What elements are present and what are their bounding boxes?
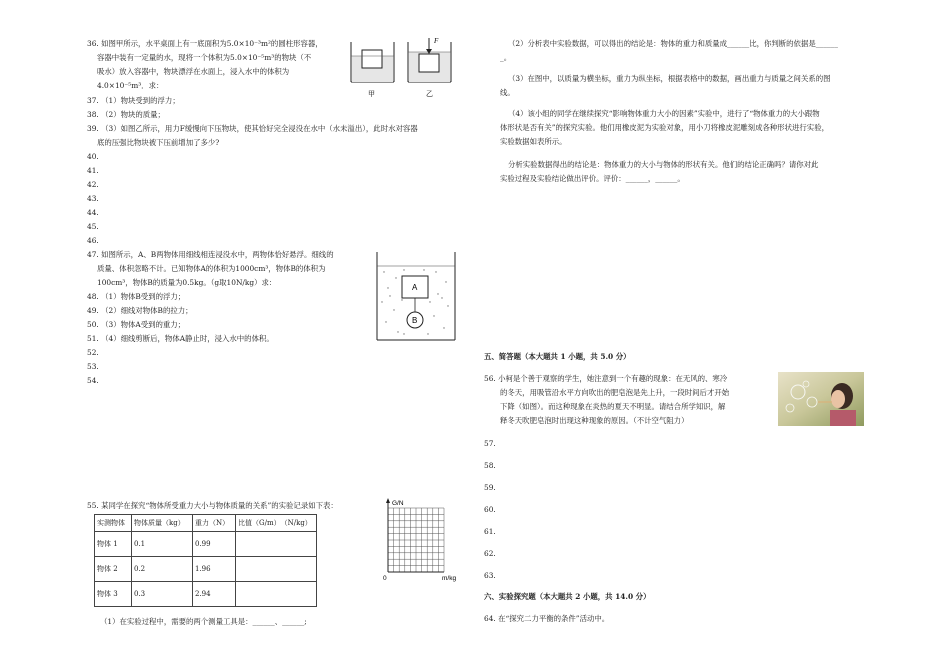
q36-line2: 容器中装有一定量的水，现将一个体积为5.0×10⁻⁵m³的物块（不: [97, 53, 312, 62]
table-cell: 0.3: [132, 582, 193, 607]
blank-44: 44.: [87, 208, 99, 217]
q64: 64. 在“探究二力平衡的条件”活动中。: [484, 614, 610, 623]
table-cell: 0.1: [132, 532, 193, 557]
table-cell: [236, 532, 317, 557]
q51: 51. （4）细线剪断后，物体A静止时，浸入水中的体积。: [87, 334, 274, 343]
q55-4-line3: 实验数据如表所示。: [500, 137, 567, 146]
blank-58: 58.: [484, 461, 496, 470]
table-header: 物体质量（kg）: [132, 515, 193, 532]
blank-42: 42.: [87, 180, 99, 189]
container-jia: [351, 42, 394, 82]
table-cell: 物体 2: [95, 557, 132, 582]
q55-1: （1）在实验过程中，需要的两个测量工具是：______、______;: [100, 617, 307, 626]
blank-43: 43.: [87, 194, 99, 203]
table-header: 实测物体: [95, 515, 132, 532]
label-B: B: [412, 316, 418, 325]
graph-xlabel: m/kg: [442, 575, 457, 582]
blank-45: 45.: [87, 222, 99, 231]
table-cell: 2.94: [193, 582, 236, 607]
q56-line1: 56. 小柯是个善于观察的学生，她注意到一个有趣的现象：在无风的、寒冷: [484, 374, 728, 383]
blank-60: 60.: [484, 505, 496, 514]
q39-line2: 底的压强比物块被下压前增加了多少?: [97, 138, 220, 147]
table-cell: 物体 1: [95, 532, 132, 557]
table-cell: 0.2: [132, 557, 193, 582]
blank-54: 54.: [87, 376, 99, 385]
blank-46: 46.: [87, 236, 99, 245]
container-figure-jia-yi: [346, 34, 458, 98]
blank-63: 63.: [484, 571, 496, 580]
table-row: [95, 532, 317, 557]
graph-ylabel: G/N: [392, 500, 404, 507]
q36-line3: 吸水）放入容器中，物块漂浮在水面上，浸入水中的体积为: [97, 67, 290, 76]
blank-52: 52.: [87, 348, 99, 357]
soap-bubble-photo: [778, 372, 864, 426]
container-yi: [408, 38, 451, 82]
table-cell: 1.96: [193, 557, 236, 582]
weight-mass-table: [94, 514, 317, 607]
q55-5-line1: 分析实验数据得出的结论是：物体重力的大小与物体的形状有关。他们的结论正确吗？请你对此: [508, 160, 819, 169]
section-5-heading: 五、简答题（本大题共 1 小题，共 5.0 分）: [484, 352, 631, 361]
q55-3-line2: 线。: [500, 88, 515, 97]
ab-suspension-figure: [374, 250, 458, 342]
q36-line4: 4.0×10⁻⁵m³．求：: [97, 81, 164, 90]
q55-intro: 55. 某同学在探究“物体所受重力大小与物体质量的关系”的实验记录如下表：: [87, 501, 338, 510]
table-row: [95, 582, 317, 607]
blank-53: 53.: [87, 362, 99, 371]
q50: 50. （3）物体A受到的重力；: [87, 320, 186, 329]
q55-2-line2: _。: [500, 53, 512, 62]
q56-line2: 的冬天，用吸管沿水平方向吹出的肥皂泡是先上升，一段时间后才开始: [500, 388, 730, 397]
grid-lines: [388, 508, 444, 572]
q39-line1: 39. （3）如图乙所示，用力F缓慢向下压物块，使其恰好完全浸没在水中（水未溢出），此时水对容器: [87, 124, 418, 133]
table-cell: 0.99: [193, 532, 236, 557]
blank-57: 57.: [484, 439, 496, 448]
table-header: 比值（G/m） （N/kg）: [236, 515, 317, 532]
section-6-heading: 六、实验探究题（本大题共 2 小题，共 14.0 分）: [484, 592, 651, 601]
q38: 38. （2）物块的质量；: [87, 110, 165, 119]
q55-3-line1: （3）在图中，以质量为横坐标，重力为纵坐标，根据表格中的数据，画出重力与质量之间关系的图: [508, 74, 831, 83]
table-row: [95, 557, 317, 582]
q36-line1: 36. 如图甲所示，水平桌面上有一底面积为5.0×10⁻³m²的圆柱形容器，: [87, 39, 323, 48]
blank-61: 61.: [484, 527, 496, 536]
label-jia: 甲: [368, 90, 375, 98]
label-yi: 乙: [426, 90, 433, 98]
q55-2-line1: （2）分析表中实验数据，可以得出的结论是：物体的重力和质量成______比，你判断的依据是______: [508, 39, 838, 48]
q48: 48. （1）物体B受到的浮力；: [87, 292, 186, 301]
gm-graph-grid: [380, 496, 462, 582]
table-header: 重力（N）: [193, 515, 236, 532]
blank-41: 41.: [87, 166, 99, 175]
graph-origin: 0: [383, 575, 387, 582]
label-A: A: [412, 283, 418, 292]
q47-line2: 质量、体积忽略不计。已知物体A的体积为1000cm³，物体B的体积为: [97, 264, 326, 273]
label-F: F: [434, 37, 439, 45]
q55-4-line1: （4）该小组的同学在继续探究“影响物体重力大小的因素”实验中，进行了“物体重力的大小跟物: [508, 109, 820, 118]
blank-40: 40.: [87, 152, 99, 161]
blank-62: 62.: [484, 549, 496, 558]
blank-59: 59.: [484, 483, 496, 492]
table-cell: [236, 557, 317, 582]
q56-line4: 释冬天吹肥皂泡时出现这种现象的原因。（不计空气阻力）: [500, 416, 689, 425]
table-cell: [236, 582, 317, 607]
q47-line1: 47. 如图所示，A、B两物体用细线相连浸没水中，两物体恰好悬浮。细线的: [87, 250, 334, 259]
q49: 49. （2）细线对物体B的拉力；: [87, 306, 193, 315]
q56-line3: 下降（如图）。而这种现象在炎热的夏天不明显。请结合所学知识，解: [500, 402, 726, 411]
q47-line3: 100cm³，物体B的质量为0.5kg。（g取10N/kg）求：: [97, 278, 277, 287]
q37: 37. （1）物块受到的浮力；: [87, 96, 180, 105]
q55-5-line2: 实验过程及实验结论做出评价。评价：______，______。: [500, 174, 685, 183]
q55-4-line2: 体形状是否有关”的探究实验。他们用橡皮泥为实验对象，用小刀将橡皮泥雕刻成各种形状进行实验，: [500, 123, 829, 132]
table-cell: 物体 3: [95, 582, 132, 607]
table-header-row: [95, 515, 317, 532]
